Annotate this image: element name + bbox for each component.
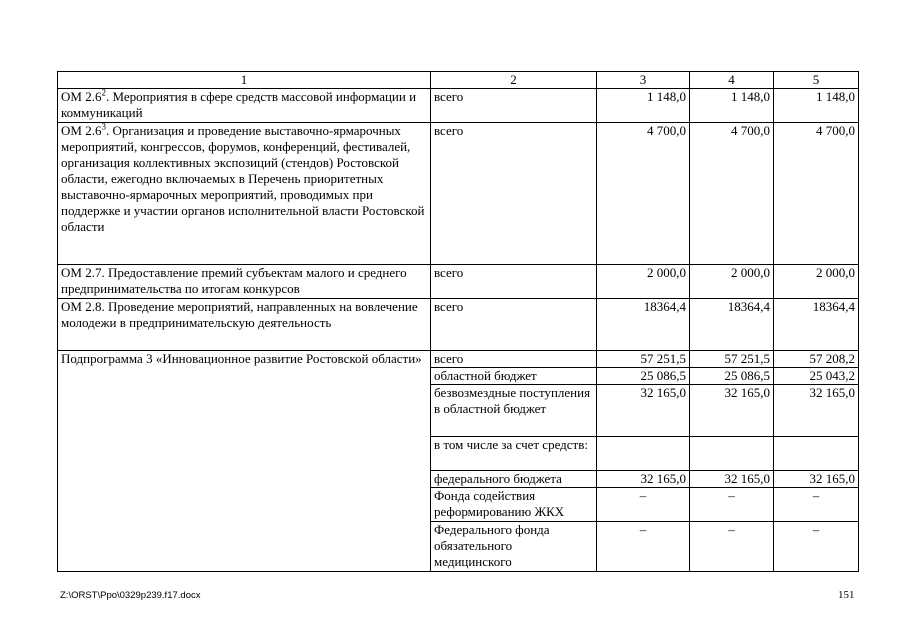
row-value-4 [690, 437, 774, 471]
budget-table [57, 71, 859, 572]
row-value-5: 32 165,0 [774, 385, 859, 437]
row-type: всего [431, 265, 597, 299]
header-col-3: 3 [597, 72, 690, 89]
row-type: Федерального фонда обязательного медицинского [431, 522, 597, 572]
row-value-5: 1 148,0 [774, 89, 859, 123]
table-row [58, 299, 859, 351]
row-type: федерального бюджета [431, 471, 597, 488]
row-value-3: 2 000,0 [597, 265, 690, 299]
row-value-4: – [690, 488, 774, 522]
header-col-2: 2 [431, 72, 597, 89]
row-name: ОМ $2.6^2$. Мероприятия в сфере средств массовой информации и коммуникаций [58, 89, 431, 123]
row-type: Фонда содействия реформированию ЖКХ [431, 488, 597, 522]
row-value-4: 32 165,0 [690, 385, 774, 437]
header-col-1: 1 [58, 72, 431, 89]
row-type: всего [431, 299, 597, 351]
page-number: 151 [838, 589, 855, 601]
row-name: ОМ 2.7. Предоставление премий субъектам малого и среднего предпринимательства по итогам конкурсов [58, 265, 431, 299]
row-value-3: 25 086,5 [597, 368, 690, 385]
table-row [58, 351, 859, 368]
row-value-3: 1 148,0 [597, 89, 690, 123]
row-value-4: 4 700,0 [690, 123, 774, 265]
row-value-3 [597, 437, 690, 471]
row-value-5 [774, 437, 859, 471]
header-row [58, 72, 859, 89]
row-value-4: 32 165,0 [690, 471, 774, 488]
subprogram-name: Подпрограмма 3 «Инновационное развитие Ростовской области» [58, 351, 431, 572]
row-value-4: 1 148,0 [690, 89, 774, 123]
row-value-5: 57 208,2 [774, 351, 859, 368]
header-col-4: 4 [690, 72, 774, 89]
row-value-5: 25 043,2 [774, 368, 859, 385]
row-value-3: 4 700,0 [597, 123, 690, 265]
row-value-5: 4 700,0 [774, 123, 859, 265]
row-type: всего [431, 89, 597, 123]
header-col-5: 5 [774, 72, 859, 89]
row-name: ОМ $2.6^3$. Организация и проведение выставочно-ярмарочных мероприятий, конгрессов, форумов, конференций, фестивалей, организация коллективных экспозиций (стендов) Ростовской области, ежегодно включаемых в Перечень приоритетных выставочно-ярмарочных мероприятий, проводимых при поддержке и участии органов исполнительной власти Ростовской области [58, 123, 431, 265]
row-value-4: 2 000,0 [690, 265, 774, 299]
row-value-4: 25 086,5 [690, 368, 774, 385]
row-value-4: 18364,4 [690, 299, 774, 351]
row-value-3: 57 251,5 [597, 351, 690, 368]
row-type: безвозмездные поступления в областной бюджет [431, 385, 597, 437]
row-name: ОМ 2.8. Проведение мероприятий, направленных на вовлечение молодежи в предпринимательскую деятельность [58, 299, 431, 351]
row-type: всего [431, 123, 597, 265]
row-value-5: 32 165,0 [774, 471, 859, 488]
row-type: областной бюджет [431, 368, 597, 385]
row-type: всего [431, 351, 597, 368]
table-row [58, 265, 859, 299]
row-value-5: – [774, 522, 859, 572]
table-row [58, 123, 859, 265]
row-value-3: 32 165,0 [597, 385, 690, 437]
row-value-4: – [690, 522, 774, 572]
row-value-3: – [597, 522, 690, 572]
row-value-3: – [597, 488, 690, 522]
row-value-5: 2 000,0 [774, 265, 859, 299]
footer-file-path: Z:\ORST\Ppo\0329p239.f17.docx [60, 590, 201, 601]
table-row [58, 89, 859, 123]
row-type: в том числе за счет средств: [431, 437, 597, 471]
row-value-3: 32 165,0 [597, 471, 690, 488]
row-value-5: 18364,4 [774, 299, 859, 351]
row-value-4: 57 251,5 [690, 351, 774, 368]
row-value-5: – [774, 488, 859, 522]
row-value-3: 18364,4 [597, 299, 690, 351]
